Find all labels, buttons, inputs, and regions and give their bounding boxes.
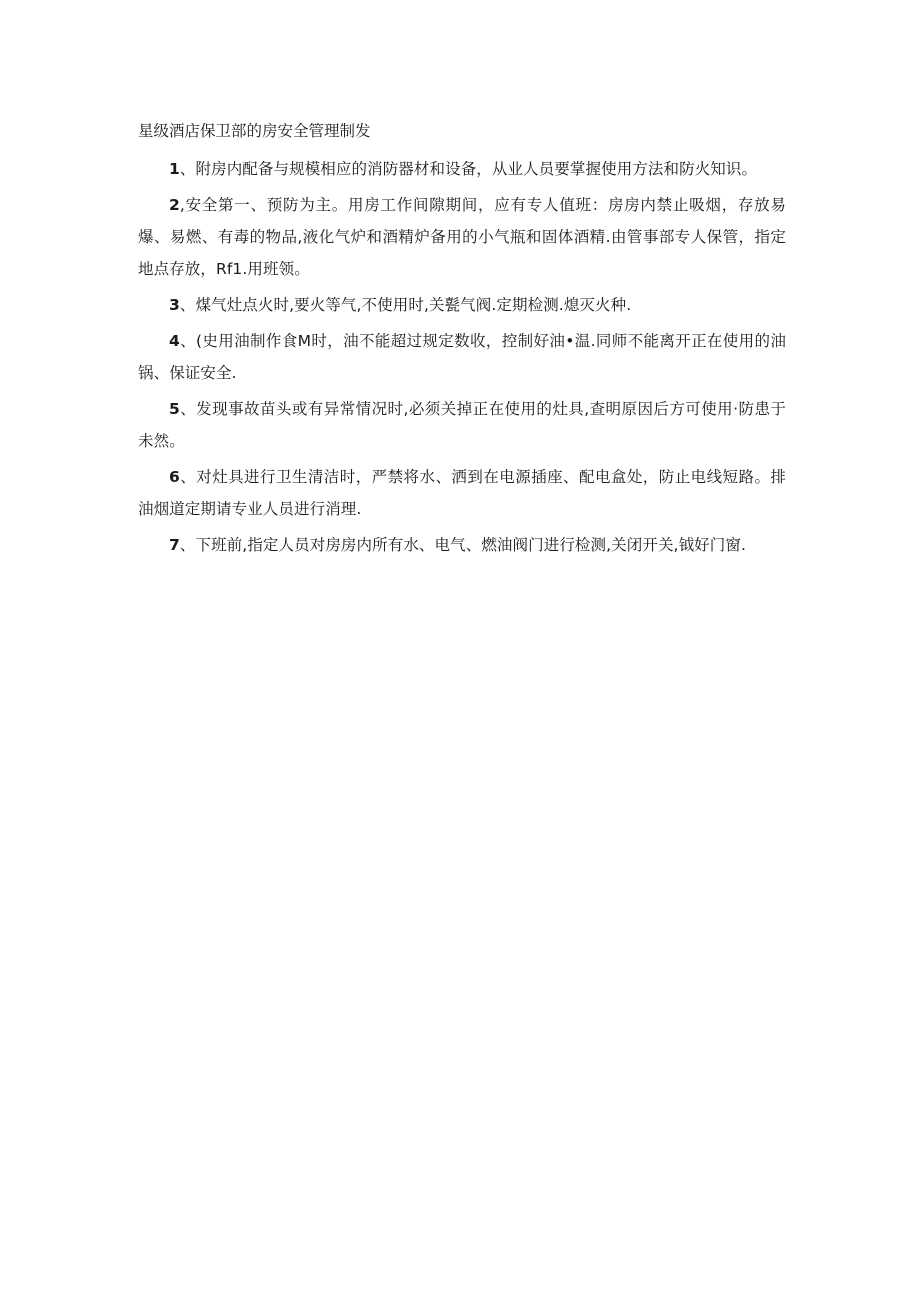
clause-6 bbox=[138, 461, 786, 525]
clause-text: 、煤气灶点火时,要火等气,不使用时,关甏气阀.定期检测.熄灭火种. bbox=[179, 296, 632, 314]
clause-text: 、发现事故苗头或有异常情况时,必须关掉正在使用的灶具,查明原因后方可使用·防患于未然。 bbox=[138, 400, 786, 450]
clause-1 bbox=[138, 153, 786, 185]
clause-text: 、附房内配备与规模相应的消防器材和设备，从业人员要掌握使用方法和防火知识。 bbox=[179, 160, 758, 178]
clause-text: 、(史用油制作食M时，油不能超过规定数收，控制好油•温.同师不能离开正在使用的油锅、保证安全. bbox=[138, 332, 786, 382]
clause-text: ,安全第一、预防为主。用房工作间隙期间，应有专人值班：房房内禁止吸烟，存放易爆、易燃、有毒的物品,液化气炉和酒精炉备用的小气瓶和固体酒精.由管事部专人保管，指定地点存放，Rf1.用班领。 bbox=[138, 196, 786, 278]
clause-number: 5 bbox=[169, 400, 180, 418]
document-title: 星级酒店保卫部的房安全管理制发 bbox=[138, 122, 371, 140]
clause-3 bbox=[138, 289, 786, 321]
clause-7 bbox=[138, 529, 786, 561]
clause-4 bbox=[138, 325, 786, 389]
clause-number: 3 bbox=[169, 296, 180, 314]
clause-number: 1 bbox=[169, 160, 180, 178]
clause-5 bbox=[138, 393, 786, 457]
clause-number: 6 bbox=[169, 468, 180, 486]
clause-text: 、对灶具进行卫生清洁时，严禁将水、洒到在电源插座、配电盒处，防止电线短路。排油烟道定期请专业人员进行消理. bbox=[138, 468, 786, 518]
clause-number: 2 bbox=[169, 196, 180, 214]
clause-text: 、下班前,指定人员对房房内所有水、电气、燃油阀门进行检测,关闭开关,钺好门窗. bbox=[179, 536, 747, 554]
clause-number: 4 bbox=[169, 332, 180, 350]
clause-number: 7 bbox=[169, 536, 180, 554]
document-body bbox=[138, 119, 786, 565]
clause-2 bbox=[138, 189, 786, 285]
